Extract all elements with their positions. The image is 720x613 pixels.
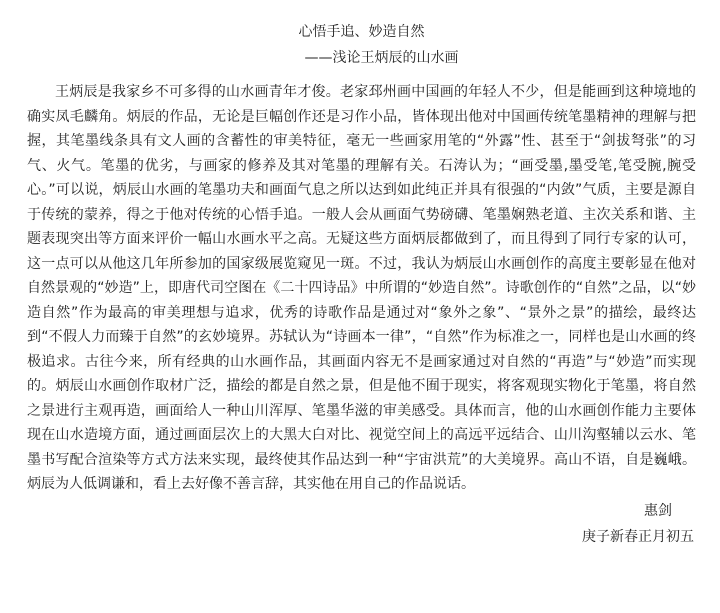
article-body: 王炳辰是我家乡不可多得的山水画青年才俊。老家邳州画中国画的年轻人不少，但是能画到这种境地的确实凤毛麟角。炳辰的作品，无论是巨幅创作还是习作小品，皆体现出他对中国画传统笔墨精神的理解与把握，其笔墨线条具有文人画的含蓄性的审美特征，毫无一些画家用笔的“外露”性、甚至于“剑拔弩张”的习气、火气。笔墨的优劣，与画家的修养及其对笔墨的理解有关。石涛认为；“画受墨,墨受笔,笔受腕,腕受心。”可以说，炳辰山水画的笔墨功夫和画面气息之所以达到如此纯正并具有很强的“内敛”气质，主要是源自于传统的蒙养，得之于他对传统的心悟手追。一般人会从画面气势磅礴、笔墨娴熟老道、主次关系和谐、主题表现突出等方面来评价一幅山水画水平之高。无疑这些方面炳辰都做到了，而且得到了同行专家的认可，这一点可以从他这几年所参加的国家级展览窥见一斑。不过，我认为炳辰山水画创作的高度主要彰显在他对自然景观的“妙造”上，即唐代司空图在《二十四诗品》中所谓的“妙造自然”。诗歌创作的“自然”之品，以“妙造自然”作为最高的审美理想与追求，优秀的诗歌作品是通过对“象外之象”、“景外之景”的描绘，最终达到“不假人力而臻于自然”的玄妙境界。苏轼认为“诗画本一律”，“自然”作为标准之一，同样也是山水画的终极追求。古往今来，所有经典的山水画作品，其画面内容无不是画家通过对自然的“再造”与“妙造”而实现的。炳辰山水画创作取材广泛，描绘的都是自然之景，但是他不囿于现实，将客观现实物化于笔墨，将自然之景进行主观再造，画面给人一种山川浑厚、笔墨华滋的审美感受。具体而言，他的山水画创作能力主要体现在山水造境方面，通过画面层次上的大黑大白对比、视觉空间上的高远平远结合、山川沟壑辅以云水、笔墨书写配合渲染等方式方法来实现，最终使其作品达到一种“宇宙洪荒”的大美境界。高山不语，自是巍峨。炳辰为人低调谦和，看上去好像不善言辞，其实他在用自己的作品说话。 bbox=[27, 84, 696, 492]
article-date: 庚子新春正月初五 bbox=[582, 528, 694, 545]
article-title: 心悟手追、妙造自然 bbox=[298, 24, 425, 40]
author-signature: 惠剑 bbox=[644, 502, 672, 519]
article-subtitle: ——浅论王炳辰的山水画 bbox=[304, 50, 459, 66]
